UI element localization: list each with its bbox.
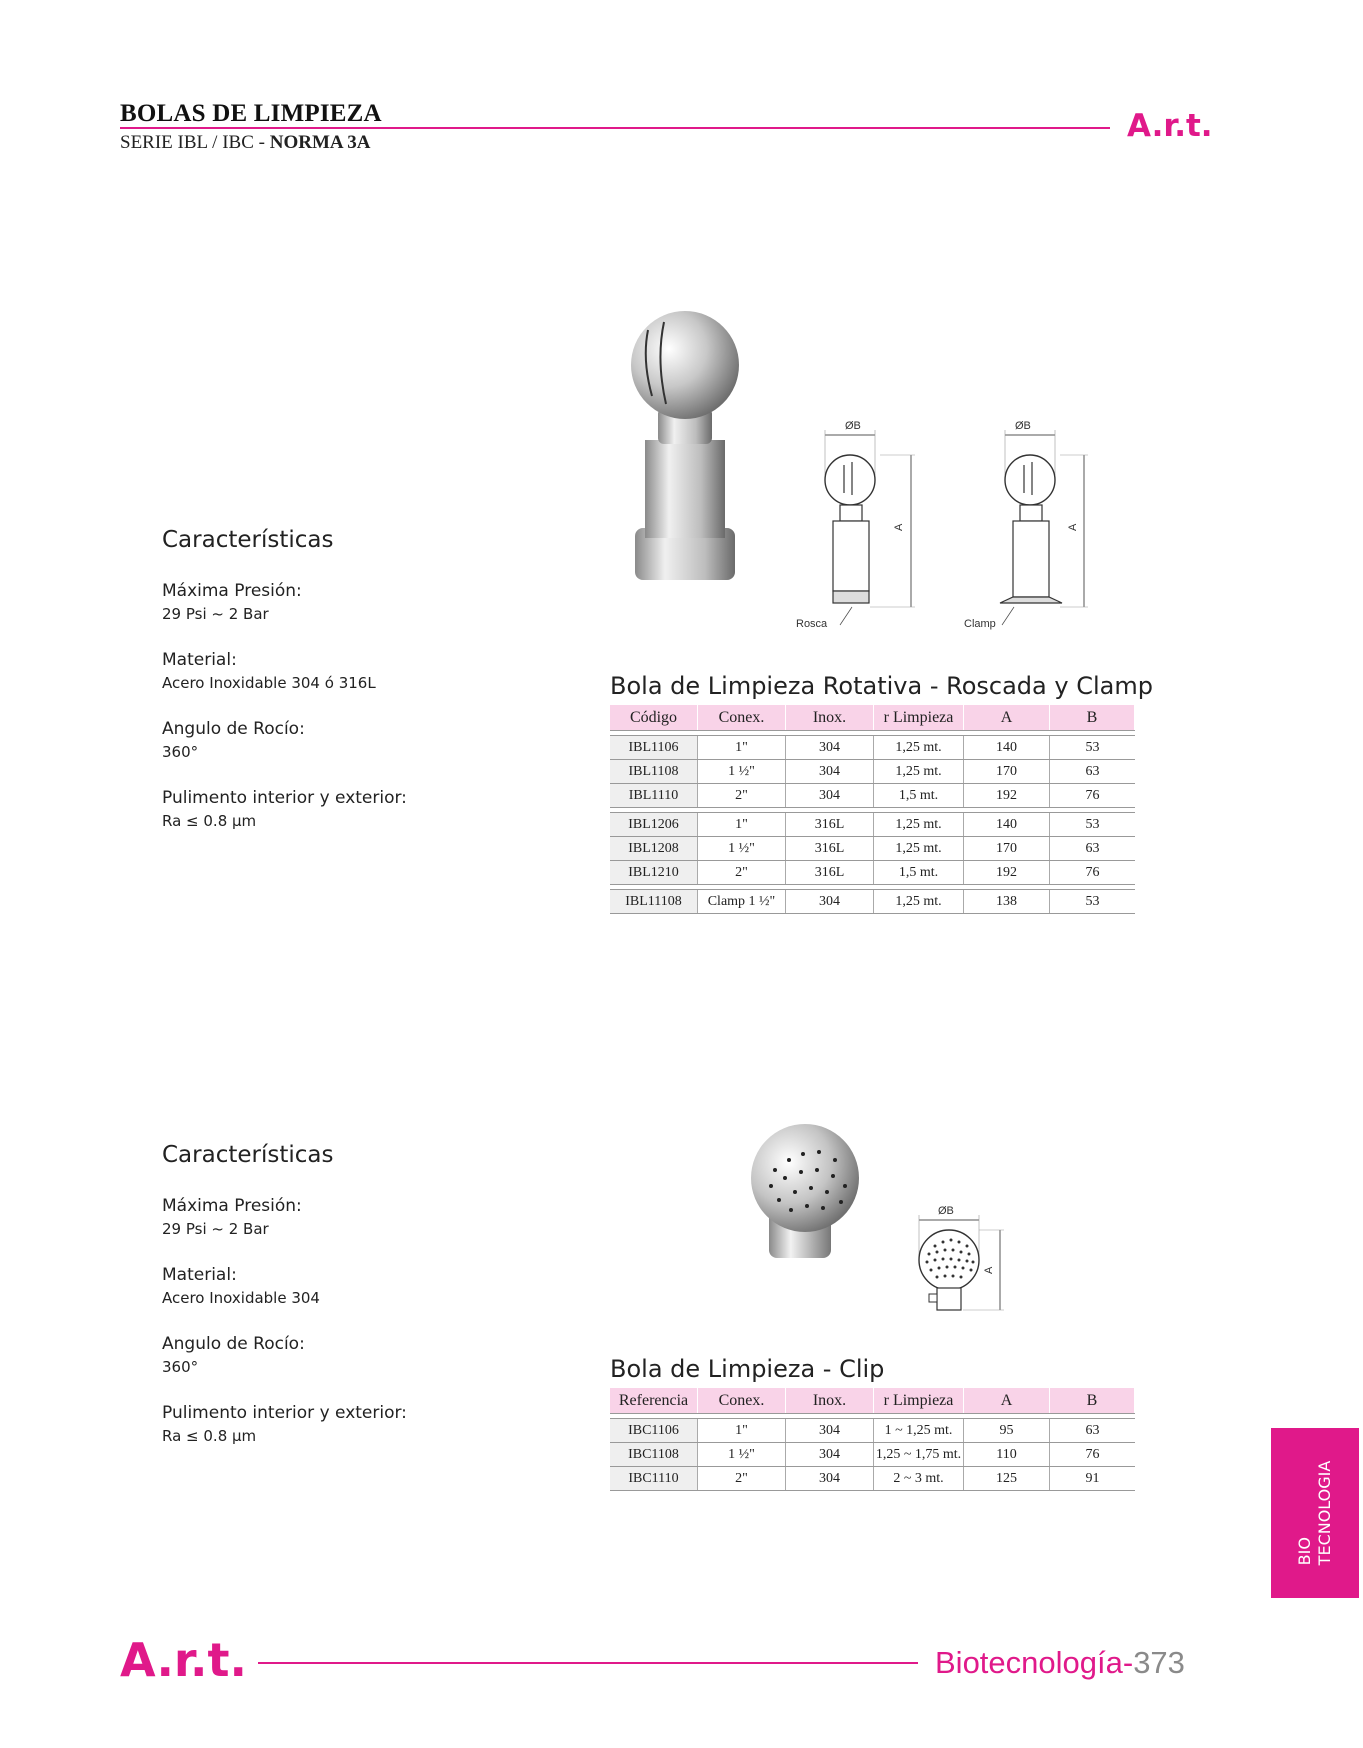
dim-b-label: ØB — [1015, 420, 1031, 432]
table1-header — [610, 705, 1135, 731]
static-ball-photo — [745, 1120, 875, 1270]
table2-title: Bola de Limpieza - Clip — [610, 1355, 885, 1383]
clamp-caption: Clamp — [964, 618, 996, 630]
dim-b-label: ØB — [938, 1205, 954, 1217]
column-header: r Limpieza — [874, 705, 964, 730]
dim-a-label: A — [1067, 523, 1079, 531]
column-header: A — [964, 705, 1050, 730]
table-cell: 170 — [964, 760, 1050, 783]
table-cell: 1,25 mt. — [874, 837, 964, 860]
section1-label-material: Material: — [162, 650, 237, 670]
column-header: Inox. — [786, 705, 874, 730]
table-cell: 2 ~ 3 mt. — [874, 1467, 964, 1490]
brand-logo-top: A.r.t. — [1127, 108, 1213, 144]
table-cell: 304 — [786, 1467, 874, 1490]
table-cell: 2" — [698, 784, 786, 807]
table-cell: IBL11108 — [610, 890, 698, 913]
rotary-ball-photo — [620, 300, 740, 590]
table-cell: 1,5 mt. — [874, 861, 964, 884]
section1-value-angle: 360° — [162, 743, 199, 761]
table-cell: IBL1108 — [610, 760, 698, 783]
table-row — [610, 1467, 1135, 1491]
table-cell: 95 — [964, 1419, 1050, 1442]
section1-value-material: Acero Inoxidable 304 ó 316L — [162, 674, 376, 692]
section1-value-pressure: 29 Psi ~ 2 Bar — [162, 605, 269, 623]
table-cell: 192 — [964, 784, 1050, 807]
table-cell: 304 — [786, 1419, 874, 1442]
table-cell: 140 — [964, 813, 1050, 836]
table-cell: 140 — [964, 736, 1050, 759]
page-subtitle: SERIE IBL / IBC - NORMA 3A — [120, 132, 371, 153]
clamp-dimension-drawing — [960, 415, 1100, 635]
section1-label-angle: Angulo de Rocío: — [162, 719, 305, 739]
table-cell: 1 ~ 1,25 mt. — [874, 1419, 964, 1442]
table-cell: 2" — [698, 861, 786, 884]
table-cell: 1,25 mt. — [874, 813, 964, 836]
table2 — [610, 1388, 1135, 1491]
column-header: Conex. — [698, 705, 786, 730]
table-cell: IBL1206 — [610, 813, 698, 836]
table-cell: 170 — [964, 837, 1050, 860]
table-cell: 1,25 mt. — [874, 760, 964, 783]
footer-category: Biotecnología- — [935, 1645, 1134, 1680]
table-cell: 63 — [1085, 1423, 1100, 1438]
table-cell: 53 — [1085, 817, 1100, 832]
table-cell: 125 — [964, 1467, 1050, 1490]
table-cell: IBL1208 — [610, 837, 698, 860]
table-row — [610, 861, 1135, 885]
table-cell: 304 — [786, 784, 874, 807]
table-cell: IBL1110 — [610, 784, 698, 807]
dim-a-label: A — [893, 523, 905, 531]
table-cell: 192 — [964, 861, 1050, 884]
table-row — [610, 813, 1135, 837]
table-cell: 63 — [1085, 764, 1100, 779]
clip-dimension-drawing — [905, 1200, 1015, 1330]
table-cell: 1 ½" — [698, 760, 786, 783]
section2-value-angle: 360° — [162, 1358, 199, 1376]
section1-label-pressure: Máxima Presión: — [162, 581, 302, 601]
side-tab-line2: TECNOLOGIA — [1315, 1460, 1334, 1566]
table-cell: 1 ½" — [698, 1443, 786, 1466]
table-cell: 110 — [964, 1443, 1050, 1466]
table-cell: 53 — [1085, 894, 1100, 909]
footer-page-label — [935, 1645, 1185, 1681]
column-header: Conex. — [698, 1388, 786, 1413]
section2-label-pressure: Máxima Presión: — [162, 1196, 302, 1216]
footer-rule — [258, 1662, 918, 1664]
column-header: Inox. — [786, 1388, 874, 1413]
table-cell: 1" — [698, 736, 786, 759]
table-cell: 1" — [698, 813, 786, 836]
column-header: Código — [610, 705, 698, 730]
table-cell: 53 — [1085, 740, 1100, 755]
table-cell: 138 — [964, 890, 1050, 913]
section1-label-finish: Pulimento interior y exterior: — [162, 788, 407, 808]
table-cell: IBL1210 — [610, 861, 698, 884]
table-row — [610, 1419, 1135, 1443]
table1 — [610, 705, 1135, 914]
column-header: Referencia — [610, 1388, 698, 1413]
table-row — [610, 1443, 1135, 1467]
section2-value-material: Acero Inoxidable 304 — [162, 1289, 320, 1307]
section2-char-heading: Características — [162, 1142, 334, 1168]
table-cell: IBC1106 — [610, 1419, 698, 1442]
table-cell: 2" — [698, 1467, 786, 1490]
column-header: B — [1050, 705, 1135, 730]
table-cell: 304 — [786, 760, 874, 783]
table-cell: 304 — [786, 1443, 874, 1466]
dim-b-label: ØB — [845, 420, 861, 432]
table-cell: IBL1106 — [610, 736, 698, 759]
page-title: BOLAS DE LIMPIEZA — [120, 100, 382, 127]
thread-caption: Rosca — [796, 618, 828, 630]
table-cell: IBC1108 — [610, 1443, 698, 1466]
section2-label-angle: Angulo de Rocío: — [162, 1334, 305, 1354]
section1-value-finish: Ra ≤ 0.8 μm — [162, 812, 257, 830]
table-cell: 91 — [1085, 1471, 1100, 1486]
table-cell: 63 — [1085, 841, 1100, 856]
table-cell: 1,25 mt. — [874, 890, 964, 913]
table-cell: 76 — [1085, 865, 1100, 880]
table1-title: Bola de Limpieza Rotativa - Roscada y Clamp — [610, 672, 1153, 700]
table-row — [610, 890, 1135, 914]
table-cell: 1,5 mt. — [874, 784, 964, 807]
table-cell: 1,25 ~ 1,75 mt. — [874, 1443, 964, 1466]
table-row — [610, 837, 1135, 861]
thread-dimension-drawing — [790, 415, 930, 635]
section2-label-finish: Pulimento interior y exterior: — [162, 1403, 407, 1423]
section2-value-pressure: 29 Psi ~ 2 Bar — [162, 1220, 269, 1238]
table-cell: 316L — [786, 837, 874, 860]
side-tab-text — [1295, 1461, 1335, 1566]
column-header: B — [1050, 1388, 1135, 1413]
table-cell: 316L — [786, 861, 874, 884]
column-header: A — [964, 1388, 1050, 1413]
table-row — [610, 736, 1135, 760]
dim-a-label: A — [983, 1266, 995, 1274]
table-cell: 304 — [786, 890, 874, 913]
table-cell: 76 — [1085, 1447, 1100, 1462]
brand-logo-bottom: A.r.t. — [120, 1633, 247, 1687]
table-row — [610, 760, 1135, 784]
table2-header — [610, 1388, 1135, 1414]
table-cell: 1 ½" — [698, 837, 786, 860]
table-cell: Clamp 1 ½" — [698, 890, 786, 913]
table-cell: IBC1110 — [610, 1467, 698, 1490]
table-cell: 316L — [786, 813, 874, 836]
table-cell: 76 — [1085, 788, 1100, 803]
page-number: 373 — [1133, 1645, 1185, 1680]
table-cell: 1" — [698, 1419, 786, 1442]
section2-value-finish: Ra ≤ 0.8 μm — [162, 1427, 257, 1445]
header-rule — [120, 127, 1110, 129]
table-cell: 1,25 mt. — [874, 736, 964, 759]
column-header: r Limpieza — [874, 1388, 964, 1413]
side-tab-line1: BIO — [1295, 1537, 1314, 1566]
table-cell: 304 — [786, 736, 874, 759]
table-row — [610, 784, 1135, 808]
section1-char-heading: Características — [162, 527, 334, 553]
section2-label-material: Material: — [162, 1265, 237, 1285]
category-side-tab — [1271, 1428, 1359, 1598]
